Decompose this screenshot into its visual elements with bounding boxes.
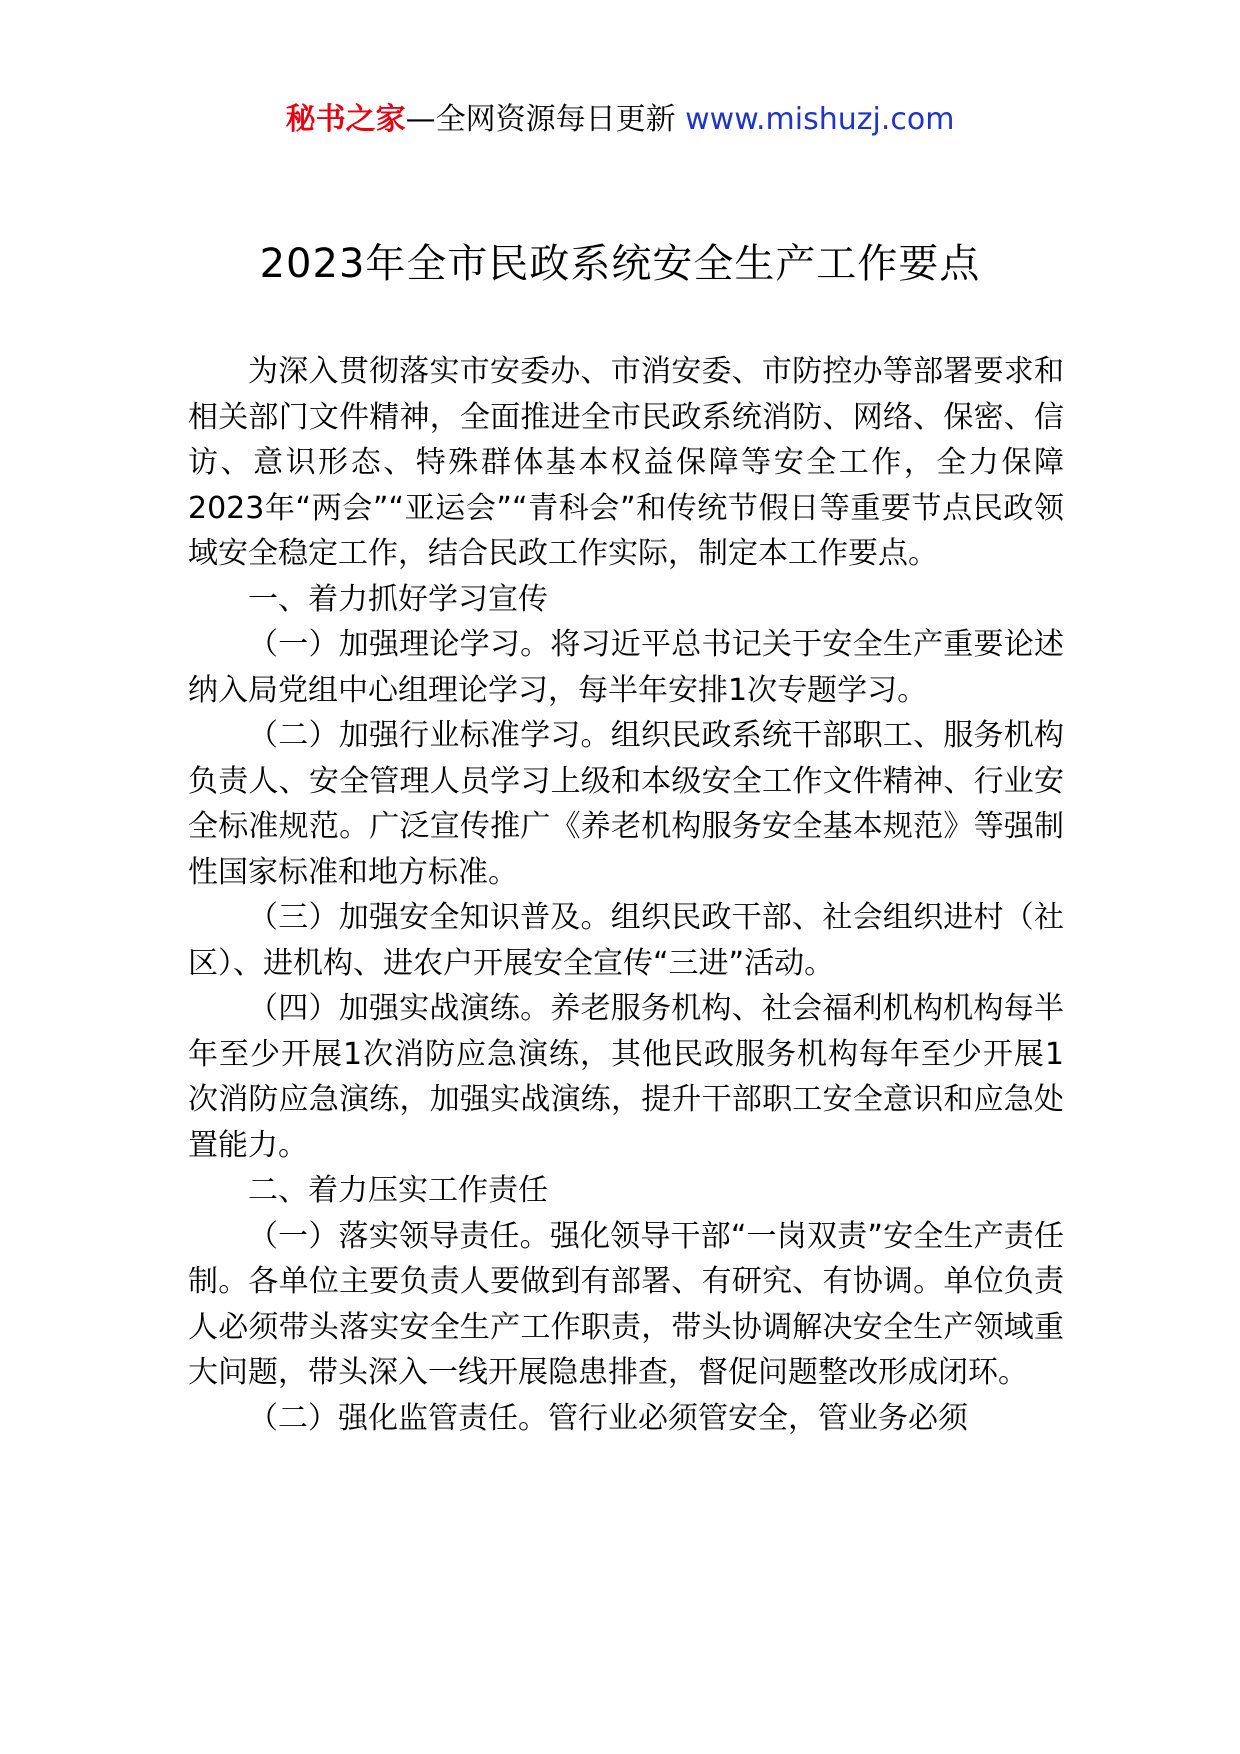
site-url-link[interactable]: www.mishuzj.com (685, 102, 955, 137)
section-1-item-1: （一）加强理论学习。将习近平总书记关于安全生产重要论述纳入局党组中心组理论学习，每半年安排1次专题学习。 (188, 627, 1064, 708)
site-tagline: —全网资源每日更新 (405, 102, 676, 137)
section-heading-2: 二、着力压实工作责任 (248, 1173, 548, 1208)
section-heading-1: 一、着力抓好学习宣传 (248, 581, 548, 617)
site-header (0, 100, 1240, 140)
section-1-item-4: （四）加强实战演练。养老服务机构、社会福利机构机构每半年至少开展1次消防应急演练，其他民政服务机构每年至少开展1次消防应急演练，加强实战演练，提升干部职工安全意识和应急处置能力。 (188, 991, 1064, 1163)
site-brand: 秘书之家 (285, 102, 406, 137)
section-2-item-1: （一）落实领导责任。强化领导干部“一岗双责”安全生产责任制。各单位主要负责人要做到有部署、有研究、有协调。单位负责人必须带头落实安全生产工作职责，带头协调解决安全生产领域重大问题，带头深入一线开展隐患排查，督促问题整改形成闭环。 (188, 1218, 1064, 1390)
intro-paragraph: 为深入贯彻落实市安委办、市消安委、市防控办等部署要求和相关部门文件精神，全面推进全市民政系统消防、网络、保密、信访、意识形态、特殊群体基本权益保障等安全工作，全力保障2023年“两会”“亚运会”“青科会”和传统节假日等重要节点民政领域安全稳定工作，结合民政工作实际，制定本工作要点。 (188, 354, 1064, 571)
section-1-item-2: （二）加强行业标准学习。组织民政系统干部职工、服务机构负责人、安全管理人员学习上级和本级安全工作文件精神、行业安全标准规范。广泛宣传推广《养老机构服务安全基本规范》等强制性国家标准和地方标准。 (188, 718, 1064, 890)
document-body (188, 349, 1064, 1441)
section-1-item-3: （三）加强安全知识普及。组织民政干部、社会组织进村（社区）、进机构、进农户开展安全宣传“三进”活动。 (188, 900, 1064, 981)
document-title: 2023年全市民政系统安全生产工作要点 (259, 241, 981, 287)
section-2-item-2: （二）强化监管责任。管行业必须管安全，管业务必须 (248, 1400, 968, 1436)
